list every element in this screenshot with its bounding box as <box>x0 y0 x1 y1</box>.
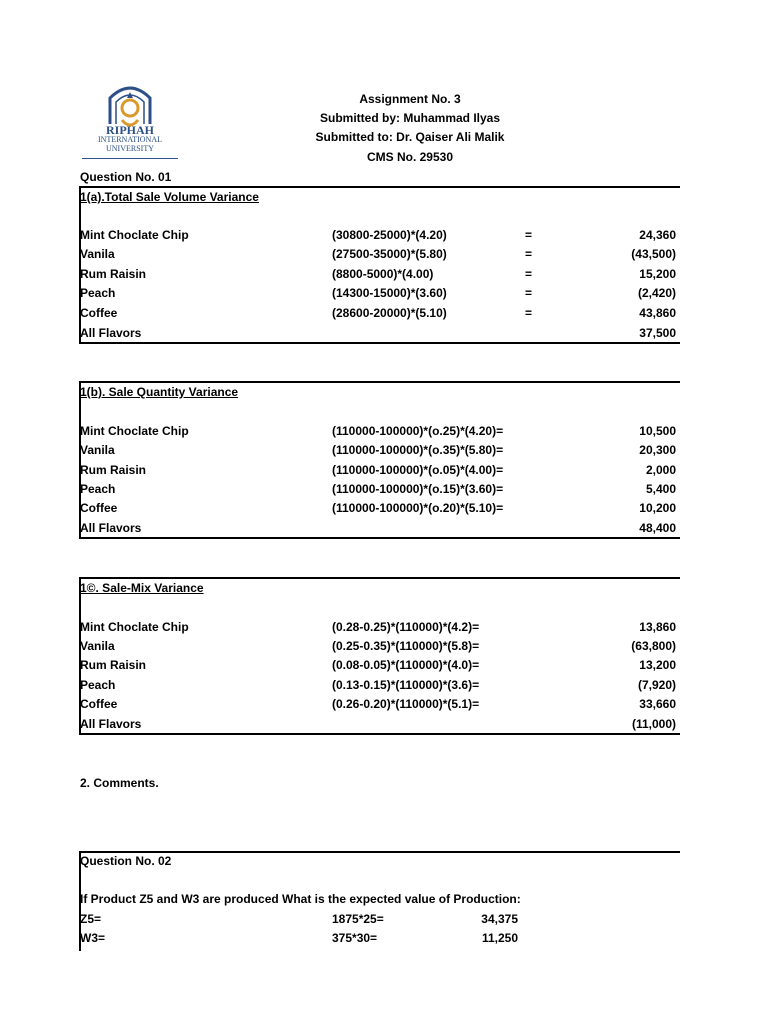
row-value: 10,500 <box>639 424 676 438</box>
row-label: Vanila <box>80 247 115 261</box>
section-1c-title: 1©. Sale-Mix Variance <box>80 581 204 595</box>
row-formula: (14300-15000)*(3.60) <box>332 286 447 300</box>
assignment-title: Assignment No. 3 <box>359 92 461 106</box>
total-label: All Flavors <box>80 326 142 340</box>
submitted-by: Submitted by: Muhammad Ilyas <box>319 111 501 125</box>
row-value: (43,500) <box>631 247 676 261</box>
row-value: 13,860 <box>639 620 676 634</box>
total-value: 37,500 <box>639 326 676 340</box>
row-formula: (27500-35000)*(5.80) <box>332 247 447 261</box>
row-value: 34,375 <box>481 912 518 926</box>
row-formula: (110000-100000)*(o.20)*(5.10)= <box>332 501 504 515</box>
row-formula: 1875*25= <box>332 912 384 926</box>
row-label: Vanila <box>80 639 115 653</box>
total-label: All Flavors <box>80 717 142 731</box>
row-formula: (0.08-0.05)*(110000)*(4.0)= <box>332 658 480 672</box>
comments-heading: 2. Comments. <box>80 776 159 790</box>
row-label: Coffee <box>80 697 118 711</box>
row-label: Peach <box>80 286 116 300</box>
row-formula: (110000-100000)*(o.25)*(4.20)= <box>332 424 504 438</box>
row-formula: (0.26-0.20)*(110000)*(5.1)= <box>332 697 480 711</box>
row-label: Coffee <box>80 501 118 515</box>
section-1b-title: 1(b). Sale Quantity Variance <box>80 385 239 399</box>
row-equals: = <box>525 286 533 300</box>
row-label: W3= <box>80 931 106 945</box>
cms-number: CMS No. 29530 <box>366 150 454 164</box>
row-value: 43,860 <box>639 306 676 320</box>
row-equals: = <box>525 267 533 281</box>
row-equals: = <box>525 228 533 242</box>
logo-subtitle: INTERNATIONAL <box>98 135 162 144</box>
row-value: 5,400 <box>645 482 676 496</box>
row-formula: (110000-100000)*(o.05)*(4.00)= <box>332 463 504 477</box>
row-formula: (28600-20000)*(5.10) <box>332 306 447 320</box>
row-value: 15,200 <box>639 267 676 281</box>
row-value: 33,660 <box>639 697 676 711</box>
row-label: Rum Raisin <box>80 658 147 672</box>
row-formula: (0.13-0.15)*(110000)*(3.6)= <box>332 678 480 692</box>
row-label: Z5= <box>80 912 102 926</box>
row-label: Mint Choclate Chip <box>80 228 189 242</box>
row-label: Peach <box>80 482 116 496</box>
row-value: 10,200 <box>639 501 676 515</box>
total-value: (11,000) <box>631 717 676 731</box>
row-label: Vanila <box>80 443 115 457</box>
row-formula: (30800-25000)*(4.20) <box>332 228 447 242</box>
row-value: 11,250 <box>481 931 518 945</box>
logo-title: RIPHAH <box>106 123 154 137</box>
row-formula: (0.28-0.25)*(110000)*(4.2)= <box>332 620 480 634</box>
question-1-title: Question No. 01 <box>80 170 172 184</box>
row-label: Mint Choclate Chip <box>80 424 189 438</box>
row-formula: (110000-100000)*(o.15)*(3.60)= <box>332 482 504 496</box>
row-value: (2,420) <box>637 286 676 300</box>
row-formula: (110000-100000)*(o.35)*(5.80)= <box>332 443 504 457</box>
row-value: (7,920) <box>637 678 676 692</box>
section-1a-title: 1(a).Total Sale Volume Variance <box>80 190 259 204</box>
row-label: Peach <box>80 678 116 692</box>
row-value: 24,360 <box>639 228 676 242</box>
row-label: Mint Choclate Chip <box>80 620 189 634</box>
row-equals: = <box>525 306 533 320</box>
submitted-to: Submitted to: Dr. Qaiser Ali Malik <box>315 130 505 144</box>
question-2-text: If Product Z5 and W3 are produced What is the expected value of Production: <box>80 892 521 906</box>
row-value: 2,000 <box>645 463 676 477</box>
row-formula: (0.25-0.35)*(110000)*(5.8)= <box>332 639 480 653</box>
row-label: Rum Raisin <box>80 267 147 281</box>
logo-subtitle-2: UNIVERSITY <box>106 144 154 153</box>
row-value: 13,200 <box>639 658 676 672</box>
riphah-university-logo <box>80 76 180 166</box>
question-2-title: Question No. 02 <box>80 854 172 868</box>
row-label: Coffee <box>80 306 118 320</box>
row-formula: 375*30= <box>332 931 378 945</box>
row-value: (63,800) <box>631 639 676 653</box>
row-value: 20,300 <box>639 443 676 457</box>
row-label: Rum Raisin <box>80 463 147 477</box>
row-formula: (8800-5000)*(4.00) <box>332 267 434 281</box>
total-value: 48,400 <box>639 521 676 535</box>
total-label: All Flavors <box>80 521 142 535</box>
row-equals: = <box>525 247 533 261</box>
